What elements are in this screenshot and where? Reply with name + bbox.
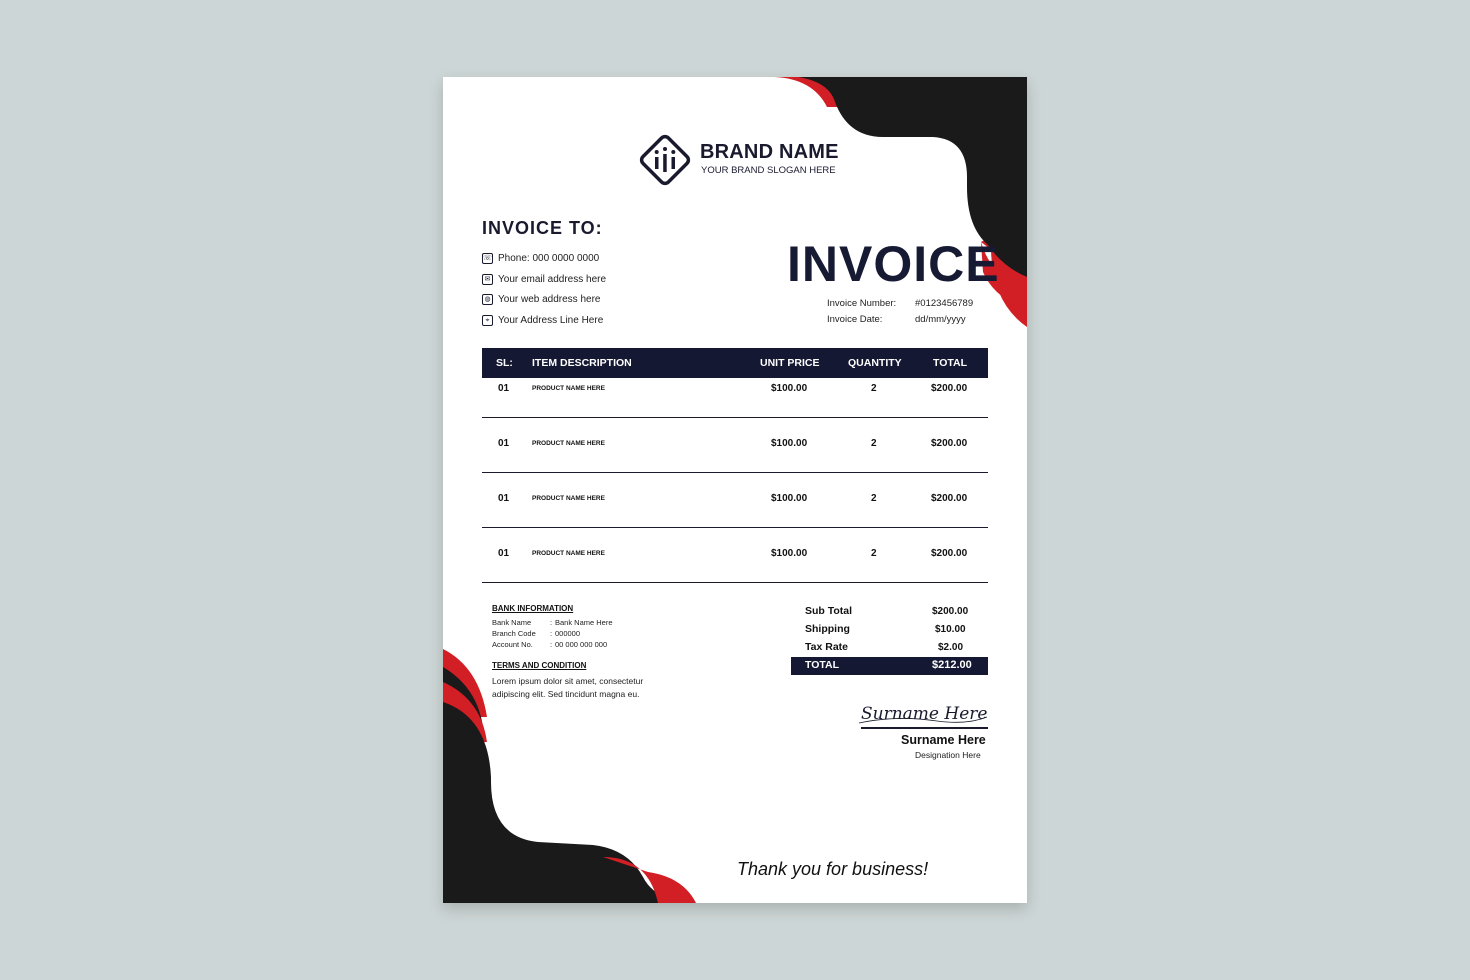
- branch-code-label: Branch Code: [492, 629, 536, 638]
- invoice-date-label: Invoice Date:: [827, 314, 883, 325]
- branch-code-value: 000000: [555, 629, 581, 638]
- bank-separator: :: [550, 640, 553, 649]
- terms-line-1: Lorem ipsum dolor sit amet, consectetur: [492, 676, 644, 686]
- row-unit-price: $100.00: [771, 493, 808, 504]
- header-unit-price: UNIT PRICE: [760, 357, 820, 369]
- brand-name: BRAND NAME: [700, 141, 839, 163]
- row-sl: 01: [498, 438, 510, 449]
- row-quantity: 2: [871, 438, 877, 449]
- header-total: TOTAL: [933, 357, 968, 369]
- row-total: $200.00: [931, 383, 968, 394]
- contact-address-text: Your Address Line Here: [498, 315, 604, 326]
- signature-image: [857, 695, 989, 731]
- row-unit-price: $100.00: [771, 383, 808, 394]
- contact-address: [482, 315, 603, 326]
- contact-email: [482, 274, 606, 285]
- account-no-label: Account No.: [492, 640, 533, 649]
- invoice-number-value: #0123456789: [915, 298, 974, 309]
- brand-slogan: YOUR BRAND SLOGAN HERE: [701, 165, 836, 176]
- row-sl: 01: [498, 548, 510, 559]
- bank-name-label: Bank Name: [492, 618, 532, 627]
- row-description: PRODUCT NAME HERE: [532, 495, 605, 502]
- contact-web-text: Your web address here: [498, 294, 601, 305]
- signature-line: [861, 727, 988, 729]
- row-quantity: 2: [871, 493, 877, 504]
- tax-rate-label: Tax Rate: [805, 641, 848, 653]
- row-total: $200.00: [931, 493, 968, 504]
- contact-email-text: Your email address here: [498, 274, 607, 285]
- bank-name-value: Bank Name Here: [555, 618, 613, 627]
- grand-total-value: $212.00: [932, 659, 972, 671]
- invoice-number-label: Invoice Number:: [827, 298, 897, 309]
- contact-phone-text: Phone: 000 0000 0000: [498, 253, 600, 264]
- invoice-sheet: [443, 77, 1027, 903]
- invoice-title: INVOICE: [787, 236, 1000, 292]
- table-row: [482, 418, 988, 473]
- email-icon: ✉: [482, 274, 493, 285]
- signer-name: Surname Here: [901, 733, 986, 747]
- shipping-label: Shipping: [805, 623, 850, 635]
- row-description: PRODUCT NAME HERE: [532, 385, 605, 392]
- invoice-to-heading: INVOICE TO:: [482, 218, 603, 238]
- row-description: PRODUCT NAME HERE: [532, 550, 605, 557]
- row-sl: 01: [498, 383, 510, 394]
- subtotal-value: $200.00: [932, 606, 969, 617]
- svg-text:Surname Here: Surname Here: [861, 704, 988, 724]
- grand-total-bar: [791, 657, 988, 675]
- grand-total-label: TOTAL: [805, 659, 840, 671]
- thank-you-message: Thank you for business!: [737, 859, 929, 879]
- row-unit-price: $100.00: [771, 548, 808, 559]
- table-row: [482, 473, 988, 528]
- bank-separator: :: [550, 629, 553, 638]
- contact-phone: [482, 253, 599, 264]
- brand-logo-icon: [635, 130, 695, 190]
- invoice-date-value: dd/mm/yyyy: [915, 314, 966, 325]
- shipping-value: $10.00: [935, 624, 966, 635]
- web-icon: ◍: [482, 294, 493, 305]
- subtotal-label: Sub Total: [805, 605, 853, 617]
- terms-heading: TERMS AND CONDITION: [492, 661, 587, 670]
- contact-web: [482, 294, 600, 305]
- row-quantity: 2: [871, 548, 877, 559]
- row-total: $200.00: [931, 438, 968, 449]
- row-total: $200.00: [931, 548, 968, 559]
- row-unit-price: $100.00: [771, 438, 808, 449]
- terms-line-2: adipiscing elit. Sed tincidunt magna eu.: [492, 689, 640, 699]
- signer-designation: Designation Here: [915, 750, 981, 760]
- tax-rate-value: $2.00: [938, 642, 964, 653]
- bank-info-heading: BANK INFORMATION: [492, 604, 574, 613]
- account-no-value: 00 000 000 000: [555, 640, 608, 649]
- header-sl: SL:: [496, 357, 513, 369]
- location-icon: ⌖: [482, 315, 493, 326]
- header-quantity: QUANTITY: [848, 357, 902, 369]
- header-item-description: ITEM DESCRIPTION: [532, 357, 632, 369]
- table-row: [482, 528, 988, 583]
- phone-icon: ☏: [483, 255, 492, 262]
- row-sl: 01: [498, 493, 510, 504]
- table-row: [482, 363, 988, 418]
- row-quantity: 2: [871, 383, 877, 394]
- bank-separator: :: [550, 618, 553, 627]
- row-description: PRODUCT NAME HERE: [532, 440, 605, 447]
